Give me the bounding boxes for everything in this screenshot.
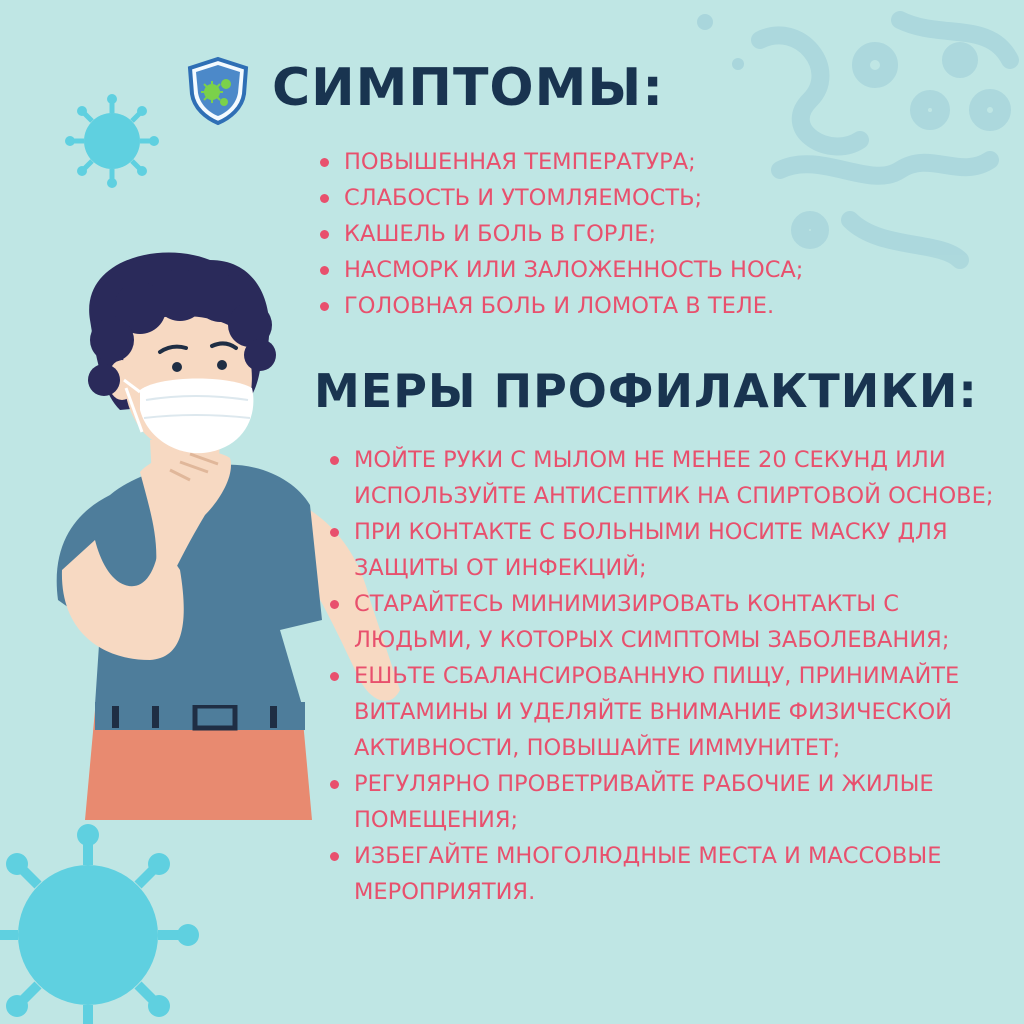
dot bbox=[697, 14, 713, 30]
list-item: ПОВЫШЕННАЯ ТЕМПЕРАТУРА; bbox=[318, 144, 958, 180]
list-item: РЕГУЛЯРНО ПРОВЕТРИВАЙТЕ РАБОЧИЕ И ЖИЛЫЕ ПОМЕЩЕНИЯ; bbox=[328, 766, 1008, 838]
prevention-title: МЕРЫ ПРОФИЛАКТИКИ: bbox=[314, 364, 978, 418]
list-item: ЕШЬТЕ СБАЛАНСИРОВАННУЮ ПИЩУ, ПРИНИМАЙТЕ ВИТАМИНЫ И УДЕЛЯЙТЕ ВНИМАНИЕ ФИЗИЧЕСКОЙ АКТИВНОСТИ, ПОВЫШАЙТЕ ИММУНИТЕТ; bbox=[328, 658, 1008, 766]
prevention-list bbox=[328, 442, 1008, 910]
list-item: СЛАБОСТЬ И УТОМЛЯЕМОСТЬ; bbox=[318, 180, 958, 216]
dot bbox=[732, 58, 744, 70]
list-item: СТАРАЙТЕСЬ МИНИМИЗИРОВАТЬ КОНТАКТЫ С ЛЮДЬМИ, У КОТОРЫХ СИМПТОМЫ ЗАБОЛЕВАНИЯ; bbox=[328, 586, 1008, 658]
virus-shield-icon bbox=[186, 56, 250, 126]
list-item: ПРИ КОНТАКТЕ С БОЛЬНЫМИ НОСИТЕ МАСКУ ДЛЯ ЗАЩИТЫ ОТ ИНФЕКЦИЙ; bbox=[328, 514, 1008, 586]
virus-icon bbox=[0, 824, 199, 1024]
list-item: МОЙТЕ РУКИ С МЫЛОМ НЕ МЕНЕЕ 20 СЕКУНД ИЛИ ИСПОЛЬЗУЙТЕ АНТИСЕПТИК НА СПИРТОВОЙ ОСНОВЕ; bbox=[328, 442, 1008, 514]
list-item: ИЗБЕГАЙТЕ МНОГОЛЮДНЫЕ МЕСТА И МАССОВЫЕ МЕРОПРИЯТИЯ. bbox=[328, 838, 1008, 910]
virus-icon bbox=[65, 94, 159, 188]
symptoms-title: СИМПТОМЫ: bbox=[272, 58, 665, 118]
list-item: КАШЕЛЬ И БОЛЬ В ГОРЛЕ; bbox=[318, 216, 958, 252]
list-item: НАСМОРК ИЛИ ЗАЛОЖЕННОСТЬ НОСА; bbox=[318, 252, 958, 288]
list-item: ГОЛОВНАЯ БОЛЬ И ЛОМОТА В ТЕЛЕ. bbox=[318, 288, 958, 324]
